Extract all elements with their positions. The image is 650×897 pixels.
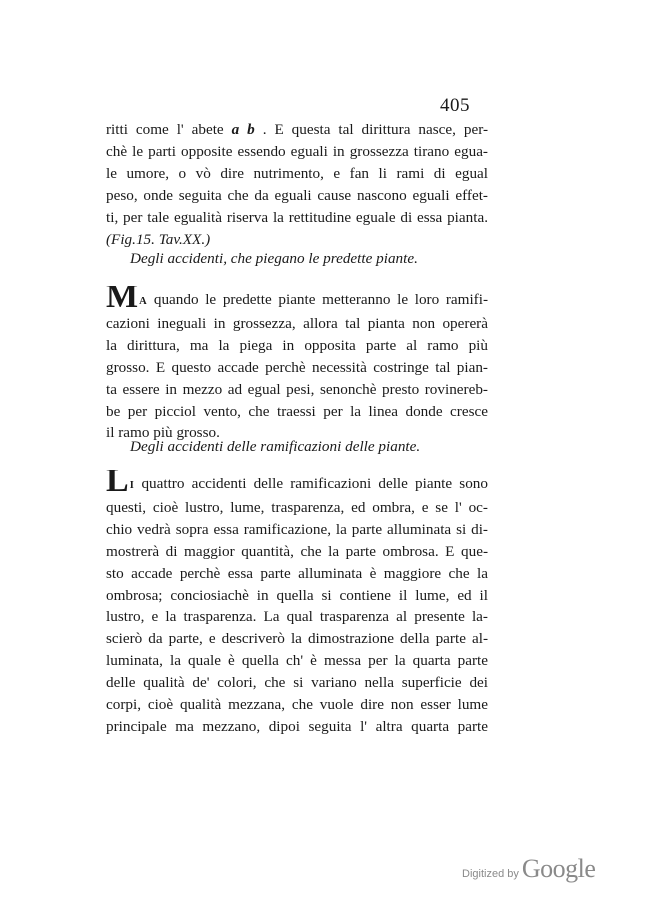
paragraph-3: [106, 470, 488, 738]
text-line: L I quattro accidenti delle ramificazioni delle piante sono: [106, 470, 488, 497]
text-line: il ramo più grosso.: [106, 424, 220, 442]
text-line: mostrerà di maggior quantità, che la parte ombrosa. E que-: [106, 542, 488, 560]
text-line: luminata, la quale è quella ch' è messa per la quarta parte: [106, 652, 488, 670]
google-logo: Google: [521, 854, 596, 883]
text-line: ta essere in mezzo ad egual pesi, senonchè presto rovinereb-: [106, 380, 488, 398]
text-line: la dirittura, ma la piega in opposita parte al ramo più: [106, 336, 488, 354]
text-line: delle qualità de' colori, che si variano nella superficie dei: [106, 674, 488, 692]
text-line: sto accade perchè essa parte alluminata è maggiore che la: [106, 564, 488, 582]
text-line: questi, cioè lustro, lume, trasparenza, ed ombra, e se l' oc-: [106, 498, 488, 516]
section-heading: Degli accidenti, che piegano le predette piante.: [130, 250, 418, 267]
digitized-watermark: Digitized by Google: [462, 854, 596, 883]
text-line: lustro, e la trasparenza. La qual trasparenza al presente la-: [106, 608, 488, 626]
text-line: le umore, o vò dire nutrimento, e fan li rami di egual: [106, 164, 488, 182]
text-line: corpi, cioè qualità mezzana, che vuole dire non esser lume: [106, 696, 488, 714]
text-line: ti, per tale egualità riserva la rettitudine eguale di essa pianta.: [106, 208, 488, 226]
drop-cap: L: [106, 470, 128, 497]
text-line: chio vedrà sopra essa ramificazione, la parte alluminata si di-: [106, 520, 488, 538]
paragraph-1: [106, 119, 488, 250]
text-line: ritti come l' abete a b . E questa tal dirittura nasce, per-: [106, 121, 488, 138]
drop-cap: M: [106, 286, 138, 313]
text-line: grosso. E questo accade perchè necessità costringe tal pian-: [106, 358, 488, 376]
figure-reference: (Fig.15. Tav.XX.): [106, 230, 211, 248]
text-line: scierò da parte, e descriverò la dimostrazione della parte al-: [106, 630, 488, 648]
text-line: M A quando le predette piante metteranno le loro ramifi-: [106, 286, 488, 313]
section-heading: Degli accidenti delle ramificazioni delle piante.: [130, 438, 421, 455]
page-number: 405: [440, 95, 470, 116]
text-line: ombrosa; conciosiachè in quella si contiene il lume, ed il: [106, 586, 488, 604]
paragraph-2: [106, 286, 488, 444]
text-line: be per picciol vento, che traessi per la linea donde cresce: [106, 402, 488, 420]
text-line: chè le parti opposite essendo eguali in grossezza tirano egua-: [106, 142, 488, 160]
text-line: principale ma mezzano, dipoi seguita l' altra quarta parte: [106, 717, 488, 735]
text-line: peso, onde seguita che da eguali cause nascono eguali effet-: [106, 186, 488, 204]
text-line: cazioni ineguali in grossezza, allora tal pianta non opererà: [106, 314, 488, 332]
